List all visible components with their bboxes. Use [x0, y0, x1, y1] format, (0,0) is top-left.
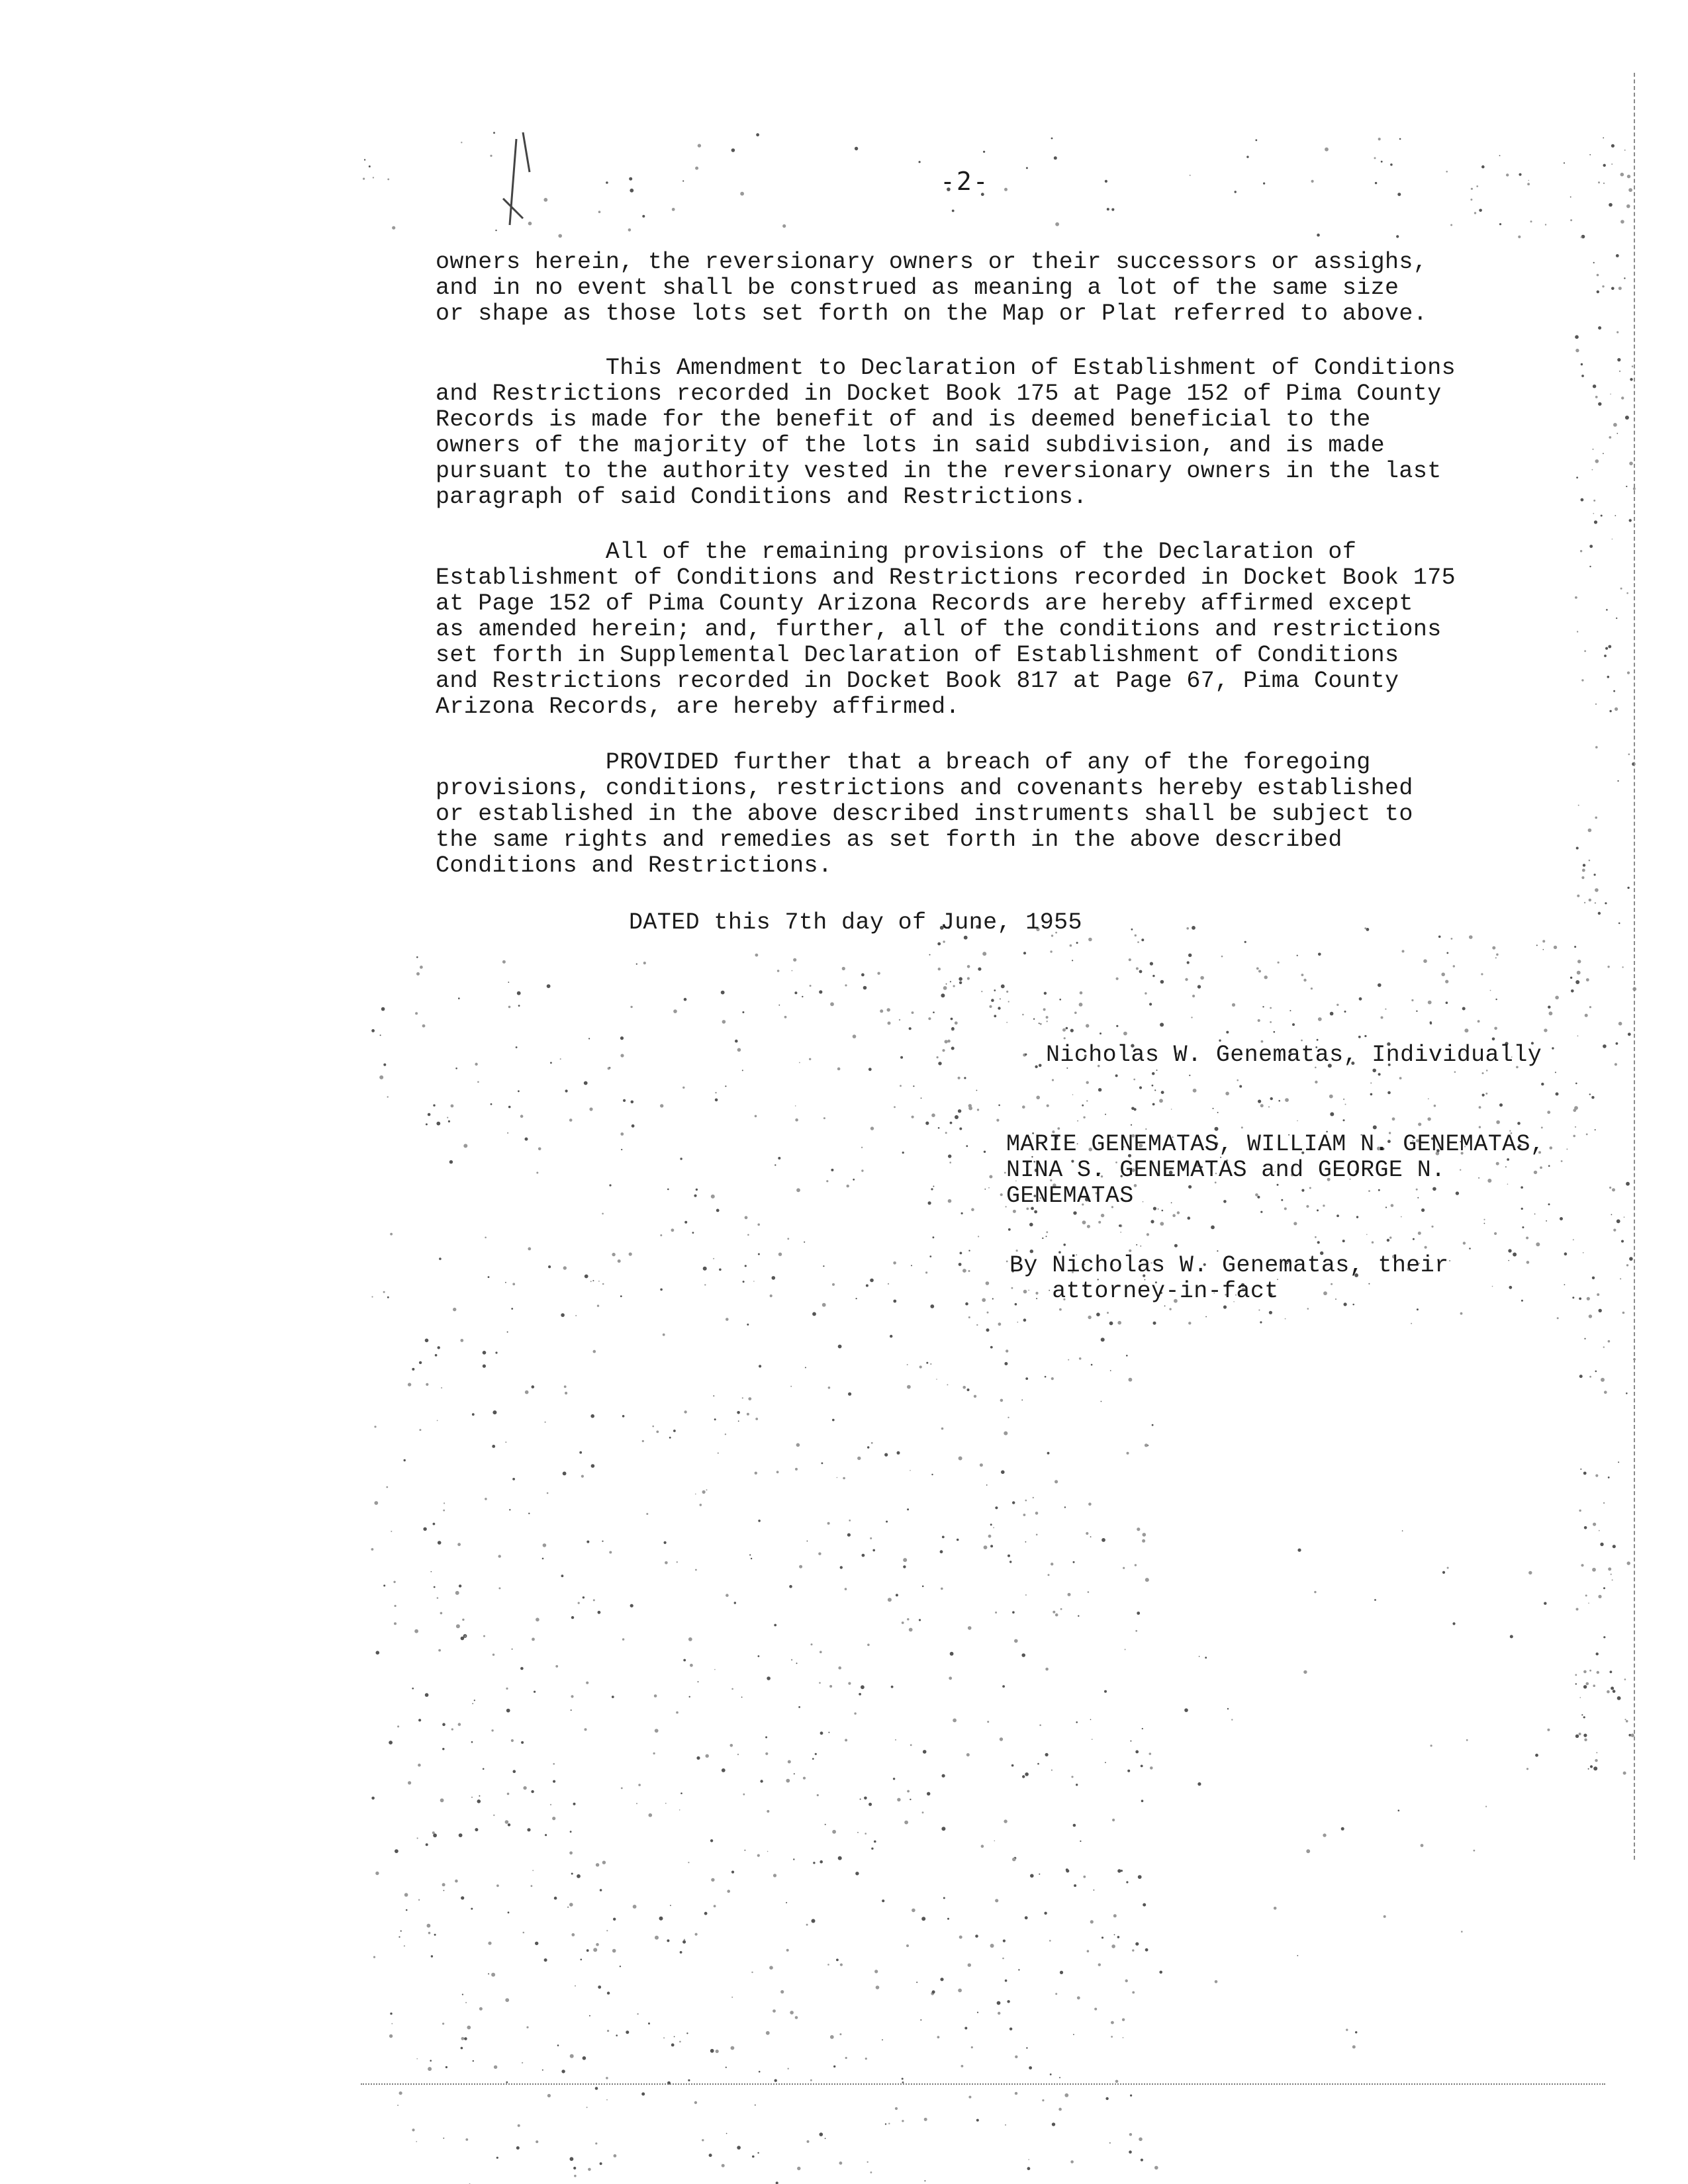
amendment-paragraph — [436, 355, 1601, 510]
bottom-scan-rule — [361, 2083, 1605, 2085]
continued-paragraph — [436, 250, 1601, 327]
text-line: PROVIDED further that a breach of any of the foregoing — [436, 749, 1371, 776]
text-line: provisions, conditions, restrictions and covenants hereby established — [436, 775, 1413, 801]
page-number: -2- — [940, 167, 990, 196]
text-line: the same rights and remedies as set forth in the above described — [436, 827, 1342, 853]
text-line: All of the remaining provisions of the Declaration of — [436, 539, 1357, 565]
text-line: and Restrictions recorded in Docket Book 817 at Page 67, Pima County — [436, 668, 1399, 694]
text-line: GENEMATAS — [1006, 1183, 1134, 1209]
text-line: pursuant to the authority vested in the reversionary owners in the last — [436, 458, 1442, 484]
text-line: attorney-in-fact — [1009, 1278, 1279, 1304]
attorney-in-fact-block — [1009, 1253, 1688, 1304]
text-line: Records is made for the benefit of and is deemed beneficial to the — [436, 406, 1371, 433]
individual-signature-line: Nicholas W. Genematas, Individually — [1046, 1042, 1542, 1068]
text-line: as amended herein; and, further, all of the conditions and restrictions — [436, 616, 1442, 643]
text-line: By Nicholas W. Genematas, their — [1009, 1252, 1449, 1279]
text-line: paragraph of said Conditions and Restrictions. — [436, 484, 1088, 510]
text-line: or established in the above described instruments shall be subject to — [436, 801, 1413, 827]
provided-further-paragraph — [436, 750, 1601, 879]
text-line: and Restrictions recorded in Docket Book 175 at Page 152 of Pima County — [436, 381, 1442, 407]
scan-edge-line — [1634, 73, 1635, 1860]
text-line: or shape as those lots set forth on the Map or Plat referred to above. — [436, 300, 1428, 327]
remaining-provisions-paragraph — [436, 539, 1601, 720]
text-line: at Page 152 of Pima County Arizona Records are hereby affirmed except — [436, 590, 1413, 617]
text-line: NINA S. GENEMATAS and GEORGE N. — [1006, 1157, 1446, 1183]
text-line: owners herein, the reversionary owners or their successors or assighs, — [436, 249, 1428, 275]
dated-line: DATED this 7th day of June, 1955 — [629, 909, 1082, 936]
text-line: MARIE GENEMATAS, WILLIAM N. GENEMATAS, — [1006, 1131, 1545, 1158]
text-line: owners of the majority of the lots in said subdivision, and is made — [436, 432, 1385, 459]
text-line: Establishment of Conditions and Restrictions recorded in Docket Book 175 — [436, 565, 1456, 591]
text-line: This Amendment to Declaration of Establishment of Conditions — [436, 355, 1456, 381]
party-names-block — [1006, 1132, 1688, 1209]
text-line: and in no event shall be construed as meaning a lot of the same size — [436, 275, 1399, 301]
text-line: set forth in Supplemental Declaration of Establishment of Conditions — [436, 642, 1399, 668]
text-line: Conditions and Restrictions. — [436, 852, 833, 879]
text-line: Arizona Records, are hereby affirmed. — [436, 694, 960, 720]
